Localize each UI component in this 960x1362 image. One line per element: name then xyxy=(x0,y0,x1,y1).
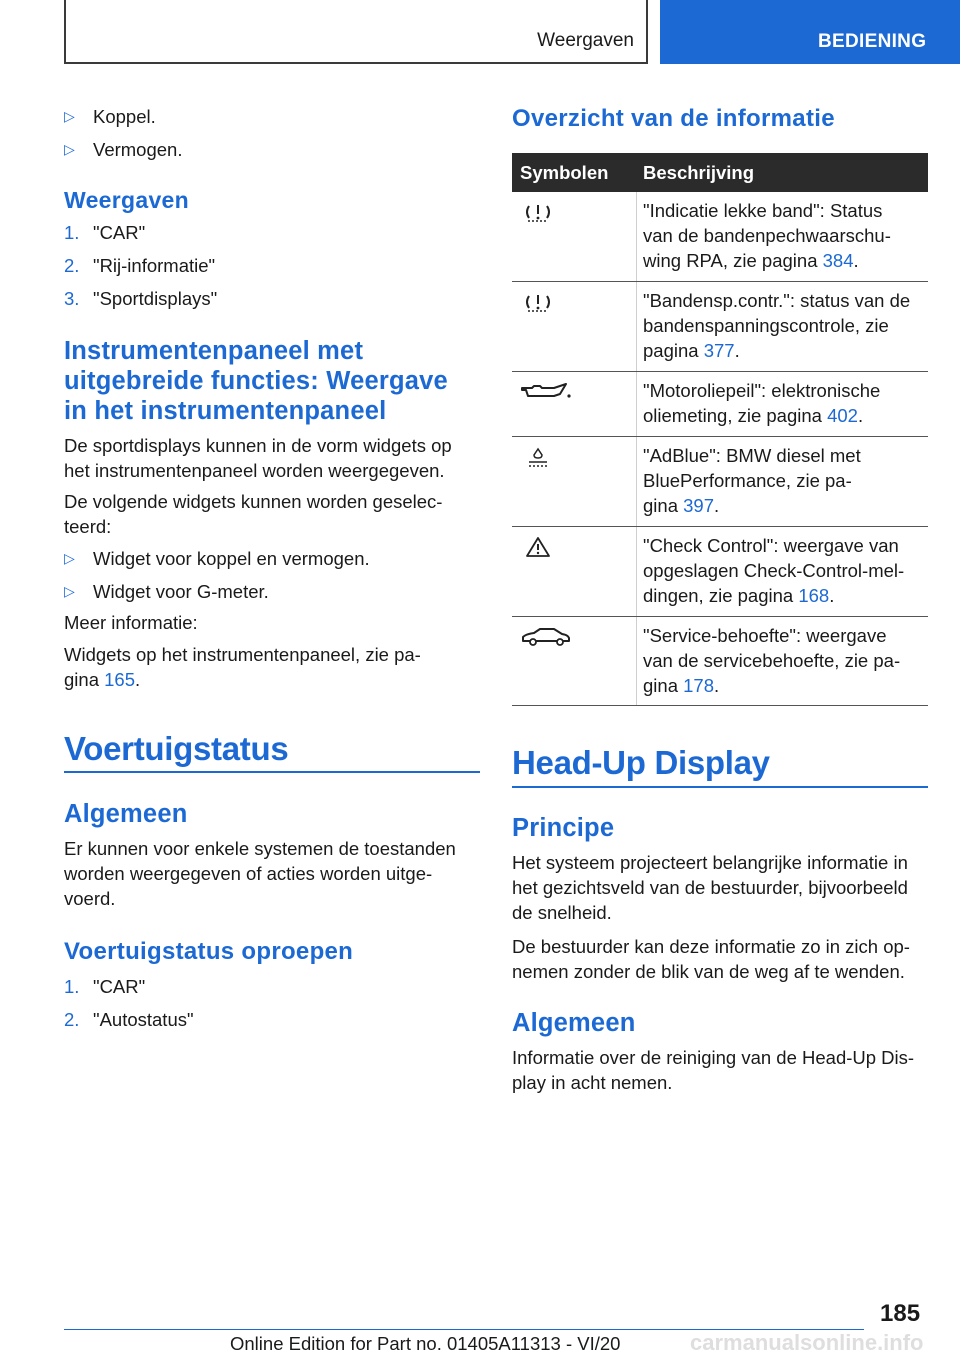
table-row: "Service-behoefte": weergave van de servicebehoefte, zie pa- gina 178. xyxy=(512,617,928,706)
car-service-icon xyxy=(520,625,572,649)
page-link[interactable]: 165 xyxy=(104,669,135,690)
table-header xyxy=(512,153,928,192)
title-underline xyxy=(512,786,928,788)
table-header-beschrijving: Beschrijving xyxy=(643,162,755,183)
warning-triangle-icon xyxy=(520,535,556,559)
principe-heading: Principe xyxy=(512,814,615,842)
header-chapter-title: BEDIENING xyxy=(818,31,927,52)
bullet-triangle-icon: ▷ xyxy=(64,550,75,566)
page-link[interactable]: 384 xyxy=(822,250,854,271)
head-up-display-title: Head-Up Display xyxy=(512,744,770,781)
page-link[interactable]: 397 xyxy=(683,495,714,516)
page-number: 185 xyxy=(880,1300,921,1327)
table-row: "Bandensp.contr.": status van de bandenspanningscontrole, zie pagina 377. xyxy=(512,282,928,372)
table-row: "Indicatie lekke band": Status van de bandenpechwaarschu- wing RPA, zie pagina 384. xyxy=(512,192,928,282)
footer-edition-text: Online Edition for Part no. 01405A11313 - VI/20 xyxy=(230,1333,621,1354)
paragraph: De volgende widgets kunnen worden geselec- teerd: xyxy=(64,491,443,537)
bullet-triangle-icon: ▷ xyxy=(64,108,75,124)
page-link[interactable]: 178 xyxy=(683,675,714,696)
watermark: carmanualsonline.info xyxy=(690,1330,924,1355)
algemeen-heading: Algemeen xyxy=(64,800,188,828)
table-row: "AdBlue": BMW diesel met BluePerformance, zie pa- gina 397. xyxy=(512,437,928,527)
paragraph: Er kunnen voor enkele systemen de toestanden worden weergegeven of acties worden uitge- voerd. xyxy=(64,838,456,909)
tire-pressure-icon xyxy=(520,290,556,314)
header-section-box xyxy=(64,0,648,64)
header-chapter-tab xyxy=(660,0,960,64)
overzicht-heading: Overzicht van de informatie xyxy=(512,105,835,132)
voertuigstatus-title: Voertuigstatus xyxy=(64,730,289,767)
table-header-symbolen: Symbolen xyxy=(520,162,609,183)
bullet-triangle-icon: ▷ xyxy=(64,141,75,157)
weergaven-heading: Weergaven xyxy=(64,187,189,213)
paragraph: Het systeem projecteert belangrijke informatie in het gezichtsveld van de bestuurder, bijvoorbeeld de snelheid. xyxy=(512,852,908,923)
header-section-title: Weergaven xyxy=(537,30,634,51)
voertuigstatus-oproepen-heading: Voertuigstatus oproepen xyxy=(64,938,354,965)
paragraph: De sportdisplays kunnen in de vorm widgets op het instrumentenpaneel worden weergegeven. xyxy=(64,435,452,481)
paragraph: Informatie over de reiniging van de Head-Up Dis- play in acht nemen. xyxy=(512,1047,915,1093)
paragraph: Widgets op het instrumentenpaneel, zie pa- gina 165. xyxy=(64,644,421,690)
instrumentenpaneel-heading: Instrumentenpaneel met uitgebreide functies: Weergave in het instrumentenpaneel xyxy=(64,337,448,425)
page-link[interactable]: 377 xyxy=(703,340,735,361)
meer-informatie-label: Meer informatie: xyxy=(64,612,198,633)
paragraph: De bestuurder kan deze informatie zo in zich op- nemen zonder de blik van de weg af te wenden. xyxy=(512,936,910,982)
bullet-triangle-icon: ▷ xyxy=(64,583,75,599)
adblue-icon xyxy=(520,445,556,469)
algemeen-heading-right: Algemeen xyxy=(512,1009,636,1037)
table-row: "Check Control": weergave van opgeslagen Check-Control-mel- dingen, zie pagina 168. xyxy=(512,527,928,617)
oil-can-icon xyxy=(520,380,572,404)
title-underline xyxy=(64,771,480,773)
tire-warning-icon xyxy=(520,200,556,224)
page-link[interactable]: 402 xyxy=(827,405,858,426)
page-link[interactable]: 168 xyxy=(798,585,830,606)
table-row: "Motoroliepeil": elektronische oliemeting, zie pagina 402. xyxy=(512,372,928,437)
